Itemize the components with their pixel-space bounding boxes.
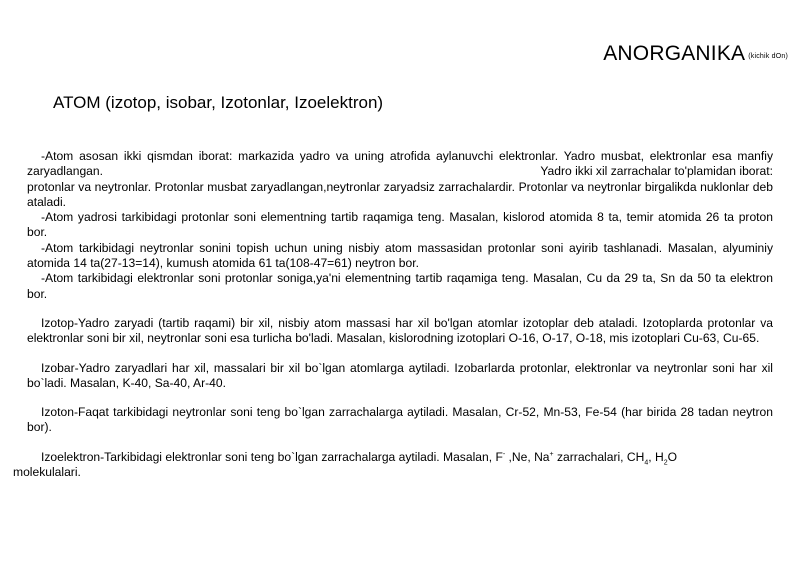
charge-plus: + [549, 450, 554, 458]
subscript-2: 2 [663, 459, 668, 467]
paragraph-text: ,Ne, Na [505, 449, 550, 464]
ion-f: F [495, 449, 503, 464]
header-subtitle: (kichik dOn) [748, 53, 788, 60]
paragraph-nucleons: protonlar va neytronlar. Protonlar musbat zaryadlangan,neytronlar zaryadsiz zarrachalardir. Protonlar va neytronlar birgalikda nuklonlar deb ataladi. [27, 179, 773, 209]
charge-minus: - [502, 450, 506, 458]
header-title: ANORGANIKA [603, 42, 746, 65]
paragraph-electrons: -Atom tarkibidagi elektronlar soni protonlar soniga,ya'ni elementning tartib raqamiga teng. Masalan, Cu da 29 ta, Sn da 50 ta elektron bor. [27, 271, 773, 301]
paragraph-text: molekulalari. [13, 465, 81, 480]
paragraph-neutrons: -Atom tarkibidagi neytronlar sonini topish uchun uning nisbiy atom massasidan protonlar soni ayirib tashlanadi. Masalan, alyuminiy atomida 14 ta(27-13=14), kumush atomida 61 ta(108-47=61) neytron bor. [27, 240, 773, 271]
paragraph-text: Yadro ikki xil zarrachalar to'plamidan iborat: [540, 164, 773, 179]
paragraph-izoelektron [13, 449, 773, 481]
paragraph-protons: -Atom yadrosi tarkibidagi protonlar soni elementning tartib raqamiga teng. Masalan, kislorod atomida 8 ta, temir atomida 26 ta proton bor. [27, 210, 773, 240]
paragraph-text: Izoelektron-Tarkibidagi elektronlar soni teng bo`lgan zarrachalarga aytiladi. Masalan, [41, 449, 496, 464]
section-title: ATOM (izotop, isobar, Izotonlar, Izoelektron) [53, 93, 384, 112]
page-header [603, 42, 788, 66]
paragraph-izobar: Izobar-Yadro zaryadlari har xil, massalari bir xil bo`lgan atomlarga aytiladi. Izobarlarda protonlar, elektronlar va neytronlar soni har xil bo`ladi. Masalan, K-40, Sa-40, Ar-40. [27, 360, 773, 390]
subscript-4: 4 [644, 459, 649, 467]
document-body [13, 149, 773, 480]
paragraph-text: O [667, 449, 678, 464]
paragraph-text: zarrachalari, CH [553, 449, 645, 464]
paragraph-izotop: Izotop-Yadro zaryadi (tartib raqami) bir xil, nisbiy atom massasi har xil bo'lgan atomlar izotoplar deb ataladi. Izotoplarda protonlar va elektronlar soni bir xil, neytronlar soni esa turlicha bo'ladi. Masalan, kislorodning izotoplari O-16, O-17, O-18, mis izotoplari Cu-63, Cu-65. [27, 315, 773, 346]
paragraph-text: -Atom asosan ikki qismdan iborat: markazida yadro va uning atrofida aylanuvchi elektronlar. Yadro musbat, elektronlar esa manfiy zaryadlangan. [27, 149, 773, 179]
paragraph-izoton: Izoton-Faqat tarkibidagi neytronlar soni teng bo`lgan zarrachalarga aytiladi. Masalan, Cr-52, Mn-53, Fe-54 (har birida 28 tadan neytron bor). [27, 405, 773, 435]
paragraph-text: , H [648, 449, 664, 464]
paragraph-atom-structure [27, 149, 773, 180]
